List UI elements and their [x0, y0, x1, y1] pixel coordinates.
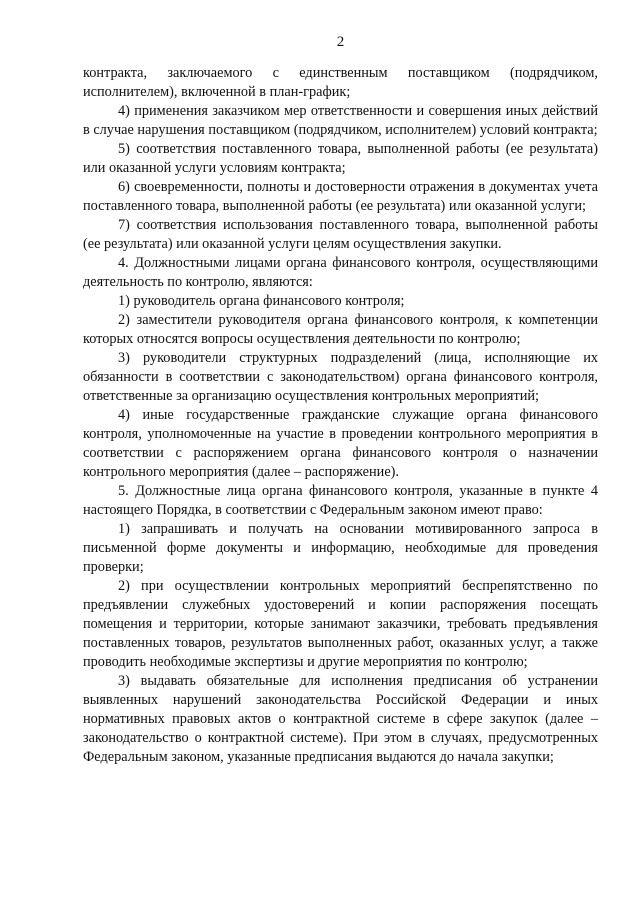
paragraph-section-4-item-2: 2) заместители руководителя органа финансового контроля, к компетенции которых относятся вопросы осуществления деятельности по контролю; — [83, 312, 598, 347]
paragraph-section-5: 5. Должностные лица органа финансового контроля, указанные в пункте 4 настоящего Порядка, в соответствии с Федеральным законом имеют право: — [83, 483, 598, 518]
document-body — [83, 64, 598, 767]
paragraph-section-4-item-4: 4) иные государственные гражданские служащие органа финансового контроля, уполномоченные на участие в проведении контрольного мероприятия в соответствии с распоряжением органа финансового контроля о назначении контрольного мероприятия (далее – распоряжение). — [83, 407, 598, 480]
paragraph-continuation: контракта, заключаемого с единственным поставщиком (подрядчиком, исполнителем), включенной в план-график; — [83, 65, 598, 100]
paragraph-item-5: 5) соответствия поставленного товара, выполненной работы (ее результата) или оказанной услуги условиям контракта; — [83, 141, 598, 176]
paragraph-section-4: 4. Должностными лицами органа финансового контроля, осуществляющими деятельность по контролю, являются: — [83, 255, 598, 290]
paragraph-section-4-item-1: 1) руководитель органа финансового контроля; — [118, 293, 405, 309]
paragraph-section-5-item-3: 3) выдавать обязательные для исполнения предписания об устранении выявленных нарушений законодательства Российской Федерации и иных нормативных правовых актов о контрактной системе в сфере закупок (далее – законодательство о контрактной системе). При этом в случаях, предусмотренных Федеральным законом, указанные предписания выдаются до начала закупки; — [83, 673, 598, 765]
paragraph-item-4: 4) применения заказчиком мер ответственности и совершения иных действий в случае нарушения поставщиком (подрядчиком, исполнителем) условий контракта; — [83, 103, 598, 138]
page-number: 2 — [336, 34, 345, 50]
paragraph-item-7: 7) соответствия использования поставленного товара, выполненной работы (ее результата) или оказанной услуги целям осуществления закупки. — [83, 217, 598, 252]
paragraph-section-5-item-2: 2) при осуществлении контрольных мероприятий беспрепятственно по предъявлении служебных удостоверений и копии распоряжения посещать помещения и территории, которые занимают заказчики, требовать предъявления поставленных товаров, результатов выполненных работ, оказанных услуг, а также проводить необходимые экспертизы и другие мероприятия по контролю; — [83, 578, 598, 670]
paragraph-section-5-item-1: 1) запрашивать и получать на основании мотивированного запроса в письменной форме документы и информацию, необходимые для проведения проверки; — [83, 521, 598, 575]
paragraph-item-6: 6) своевременности, полноты и достоверности отражения в документах учета поставленного товара, выполненной работы (ее результата) или оказанной услуги; — [83, 179, 598, 214]
paragraph-section-4-item-3: 3) руководители структурных подразделений (лица, исполняющие их обязанности в соответствии с законодательством) органа финансового контроля, ответственные за организацию осуществления контрольных мероприятий; — [83, 350, 598, 404]
